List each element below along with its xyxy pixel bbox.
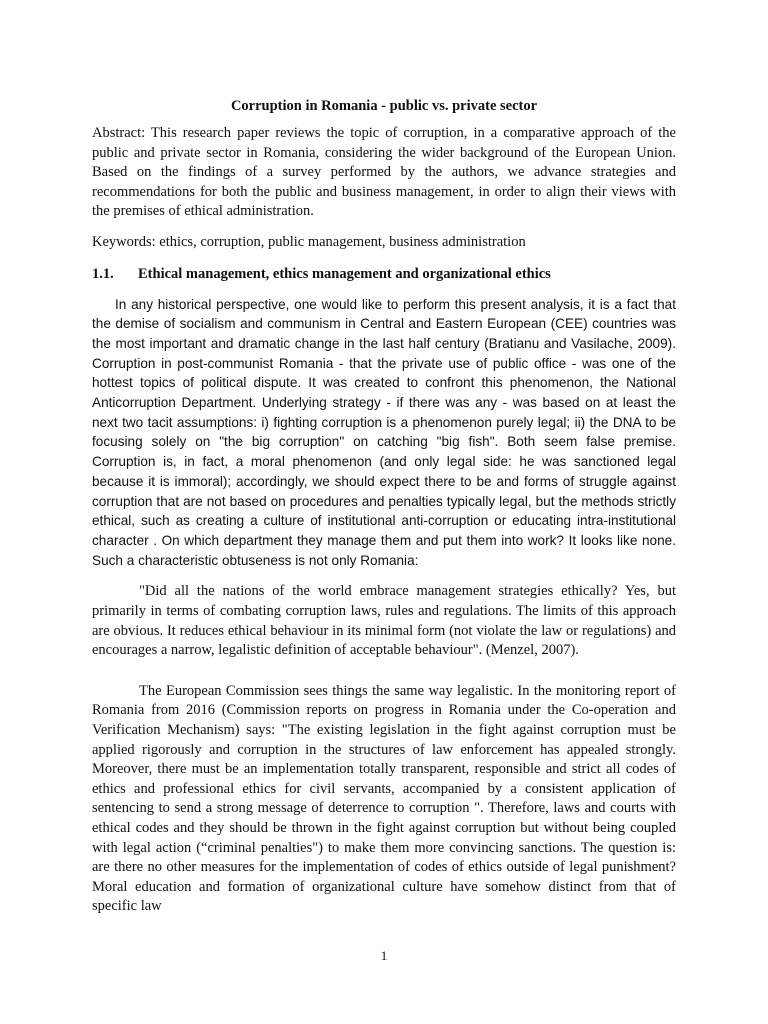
page-number: 1 <box>380 948 388 963</box>
abstract-paragraph: Abstract: This research paper reviews the topic of corruption, in a comparative approach of the public and private sector in Romania, considering the wider background of the European Union. Based on the findings of a survey performed by the authors, we advance strategies and recommendations for both the public and business management, in order to align their views with the premises of ethical administration. <box>92 125 676 220</box>
section-heading <box>92 264 676 284</box>
keywords-line: Keywords: ethics, corruption, public management, business administration <box>92 233 526 250</box>
section-title: Ethical management, ethics management and organizational ethics <box>138 265 551 282</box>
body-paragraph: The European Commission sees things the same way legalistic. In the monitoring report of Romania from 2016 (Commission reports on progress in Romania under the Co-operation and Verification Mechanism) says: "The existing legislation in the fight against corruption must be applied rigorously and corruption in the structures of law enforcement has appealed strongly. Moreover, there must be an implementation totally transparent, responsible and strict all codes of ethics and professional ethics for civil servants, accompanied by a consistent application of sentencing to send a strong message of deterrence to corruption ". Therefore, laws and courts with ethical codes and they should be thrown in the fight against corruption but without being coupled with legal action (“criminal penalties") to make them more convincing sanctions. The question is: are there no other measures for the implementation of codes of ethics outside of legal punishment? Moral education and formation of organizational culture have somehow distinct from that of specific law <box>92 682 676 915</box>
quote-paragraph: "Did all the nations of the world embrace management strategies ethically? Yes, but primarily in terms of combating corruption laws, rules and regulations. The limits of this approach are obvious. It reduces ethical behaviour in its minimal form (not violate the law or regulations) and encourages a narrow, legalistic definition of acceptable behaviour". (Menzel, 2007). <box>92 583 676 659</box>
document-title: Corruption in Romania - public vs. private sector <box>230 98 538 114</box>
section-number: 1.1. <box>92 265 114 282</box>
body-paragraph: In any historical perspective, one would like to perform this present analysis, it is a fact that the demise of socialism and communism in Central and Eastern European (CEE) countries was the most important and dramatic change in the last half century (Bratianu and Vasilache, 2009). Corruption in post-communist Romania - that the private use of public office - was one of the hottest topics of political dispute. It was created to confront this phenomenon, the National Anticorruption Department. Underlying strategy - if there was any - was based on at least the next two tacit assumptions: i) fighting corruption is a phenomenon purely legal; ii) the DNA to be focusing solely on "the big corruption" on catching "big fish". Both seem false premise. Corruption is, in fact, a moral phenomenon (and only legal side: he was sanctioned legal because it is immoral); accordingly, we should expect there to be and forms of struggle against corruption that are not based on procedures and penalties typically legal, but the methods strictly ethical, such as creating a culture of institutional anti-corruption or educating intra-institutional character . On which department they manage them and put them into work? It looks like none. Such a characteristic obtuseness is not only Romania: <box>92 296 676 568</box>
